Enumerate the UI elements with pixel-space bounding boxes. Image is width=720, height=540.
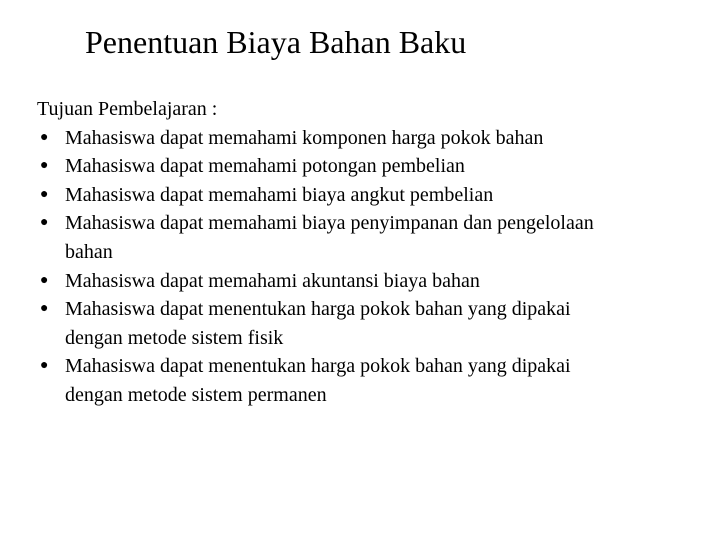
objective-text-continuation: dengan metode sistem permanen xyxy=(65,383,327,406)
objective-item xyxy=(37,295,707,352)
learning-objectives-list xyxy=(37,124,707,410)
bullet-icon: ● xyxy=(40,129,49,145)
objective-text-line: Mahasiswa dapat memahami biaya angkut pembelian xyxy=(65,183,494,206)
objective-text-line: Mahasiswa dapat memahami biaya penyimpanan dan pengelolaan xyxy=(65,212,594,235)
slide-content xyxy=(37,95,707,410)
slide-title: Penentuan Biaya Bahan Baku xyxy=(85,24,467,60)
objective-item xyxy=(37,181,707,210)
bullet-icon: ● xyxy=(40,358,49,374)
bullet-icon: ● xyxy=(40,272,49,288)
objective-item xyxy=(37,267,707,296)
objective-text-line: Mahasiswa dapat menentukan harga pokok bahan yang dipakai xyxy=(65,355,571,378)
objective-item xyxy=(37,124,707,153)
bullet-icon: ● xyxy=(40,186,49,202)
objective-text-line: Mahasiswa dapat menentukan harga pokok bahan yang dipakai xyxy=(65,298,571,321)
objective-text-line: Mahasiswa dapat memahami potongan pembelian xyxy=(65,155,465,178)
objective-item xyxy=(37,209,707,266)
objective-text-continuation: bahan xyxy=(65,240,113,263)
objective-text-line: Mahasiswa dapat memahami komponen harga pokok bahan xyxy=(65,126,544,149)
bullet-icon: ● xyxy=(40,215,49,231)
learning-objectives-heading: Tujuan Pembelajaran : xyxy=(37,98,218,120)
bullet-icon: ● xyxy=(40,301,49,317)
bullet-icon: ● xyxy=(40,158,49,174)
objective-text-continuation: dengan metode sistem fisik xyxy=(65,326,284,349)
objective-item xyxy=(37,152,707,181)
objective-text-line: Mahasiswa dapat memahami akuntansi biaya bahan xyxy=(65,269,480,292)
objective-item xyxy=(37,352,707,409)
